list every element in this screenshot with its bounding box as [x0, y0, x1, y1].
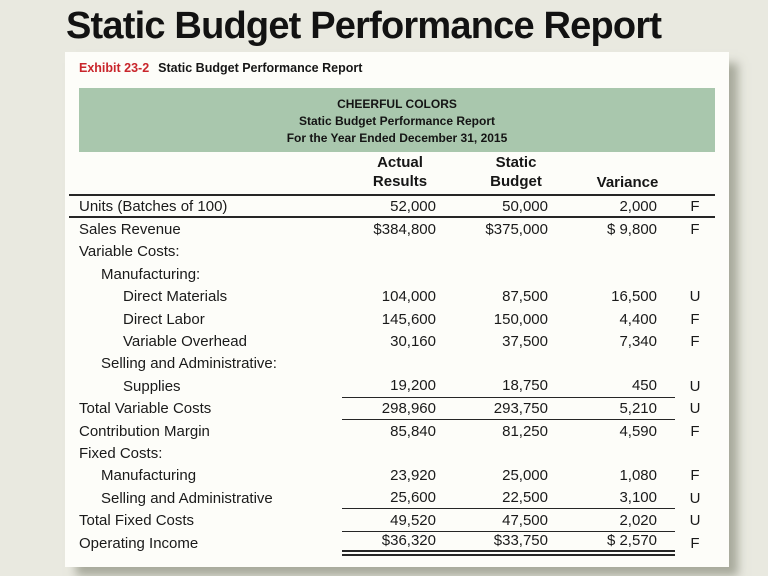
- table-row: [69, 241, 715, 263]
- variance-value: 3,100: [619, 489, 657, 507]
- row-label: Fixed Costs:: [79, 444, 163, 462]
- row-label: Direct Labor: [123, 310, 205, 328]
- variance-value: 16,500: [611, 288, 657, 306]
- favorable-unfavorable-flag: U: [689, 288, 701, 306]
- column-header-variance: Variance: [596, 174, 659, 191]
- variance-value: 450: [631, 377, 657, 395]
- row-values: [342, 531, 675, 556]
- table-row: [69, 398, 715, 420]
- row-label: Direct Materials: [123, 288, 228, 306]
- table-row: [69, 465, 715, 487]
- actual-value: 19,200: [390, 377, 436, 395]
- actual-value: 298,960: [381, 399, 436, 417]
- row-values: [342, 286, 675, 308]
- static-value: 25,000: [502, 467, 548, 485]
- row-label: Selling and Administrative: [101, 489, 273, 507]
- column-header-actual: Actual Results: [372, 154, 428, 190]
- variance-value: 7,340: [619, 333, 657, 351]
- actual-value: 49,520: [390, 511, 436, 529]
- row-label: Total Variable Costs: [79, 400, 212, 418]
- column-header-static: Static Budget: [490, 154, 542, 190]
- favorable-unfavorable-flag: U: [689, 512, 701, 530]
- row-values: [342, 442, 675, 464]
- variance-value: 4,400: [619, 310, 657, 328]
- favorable-unfavorable-flag: F: [690, 534, 700, 552]
- table-row: [69, 218, 715, 240]
- variance-value: 1,080: [619, 467, 657, 485]
- table-row: [69, 420, 715, 442]
- favorable-unfavorable-flag: U: [689, 377, 701, 395]
- row-values: [342, 241, 675, 263]
- static-value: 47,500: [502, 511, 548, 529]
- actual-value: 52,000: [390, 197, 436, 215]
- report-company: CHEERFUL COLORS: [337, 97, 457, 111]
- exhibit-panel: [65, 52, 729, 567]
- table-row: [69, 330, 715, 352]
- favorable-unfavorable-flag: U: [689, 489, 701, 507]
- favorable-unfavorable-flag: F: [690, 467, 700, 485]
- static-value: 150,000: [493, 310, 548, 328]
- row-values: [342, 196, 675, 216]
- static-value: 22,500: [502, 489, 548, 507]
- column-header-row: [69, 152, 715, 196]
- row-values: [342, 420, 675, 442]
- static-value: 50,000: [502, 197, 548, 215]
- table-row: [69, 442, 715, 464]
- variance-value: 4,590: [619, 422, 657, 440]
- row-values: [342, 509, 675, 531]
- table-row: [69, 196, 715, 218]
- slide-title: Static Budget Performance Report: [66, 5, 662, 47]
- favorable-unfavorable-flag: F: [690, 221, 700, 239]
- table-row: [69, 263, 715, 285]
- variance-value: $ 2,570: [606, 531, 657, 549]
- favorable-unfavorable-flag: F: [690, 422, 700, 440]
- row-label: Variable Costs:: [79, 243, 180, 261]
- row-label: Manufacturing:: [101, 265, 201, 283]
- row-values: [342, 330, 675, 352]
- static-value: 37,500: [502, 333, 548, 351]
- table-row: [69, 353, 715, 375]
- favorable-unfavorable-flag: U: [689, 400, 701, 418]
- row-label: Manufacturing: [101, 467, 197, 485]
- actual-value: 85,840: [390, 422, 436, 440]
- actual-value: 25,600: [390, 489, 436, 507]
- row-label: Supplies: [123, 377, 181, 395]
- table-row: [69, 375, 715, 397]
- actual-value: $384,800: [373, 221, 436, 239]
- static-value: $375,000: [485, 221, 548, 239]
- actual-value: $36,320: [381, 531, 436, 549]
- report-period: For the Year Ended December 31, 2015: [286, 131, 508, 145]
- row-label: Total Fixed Costs: [79, 512, 195, 530]
- exhibit-caption: Static Budget Performance Report: [158, 61, 363, 75]
- row-values: [342, 308, 675, 330]
- static-value: 18,750: [502, 377, 548, 395]
- row-values: [342, 375, 675, 397]
- row-label: Units (Batches of 100): [79, 197, 228, 215]
- row-label: Sales Revenue: [79, 221, 181, 239]
- report-header-band: [79, 88, 715, 152]
- row-values: [342, 263, 675, 285]
- row-values: [342, 398, 675, 420]
- row-values: [342, 218, 675, 240]
- actual-value: 145,600: [381, 310, 436, 328]
- variance-value: 5,210: [619, 399, 657, 417]
- table-row: [69, 286, 715, 308]
- row-label: Selling and Administrative:: [101, 355, 277, 373]
- favorable-unfavorable-flag: F: [690, 197, 700, 215]
- static-value: 81,250: [502, 422, 548, 440]
- static-value: 293,750: [493, 399, 548, 417]
- table-body: [69, 196, 715, 554]
- table-row: [69, 487, 715, 509]
- row-values: [342, 487, 675, 509]
- variance-value: 2,000: [619, 197, 657, 215]
- variance-value: $ 9,800: [606, 221, 657, 239]
- table-row: [69, 532, 715, 554]
- row-label: Variable Overhead: [123, 333, 247, 351]
- row-label: Contribution Margin: [79, 422, 210, 440]
- static-value: $33,750: [493, 531, 548, 549]
- exhibit-tag: Exhibit 23-2: [79, 61, 150, 75]
- favorable-unfavorable-flag: F: [690, 310, 700, 328]
- actual-value: 104,000: [381, 288, 436, 306]
- row-label: Operating Income: [79, 534, 199, 552]
- report-title: Static Budget Performance Report: [298, 114, 496, 128]
- row-values: [342, 465, 675, 487]
- actual-value: 23,920: [390, 467, 436, 485]
- static-value: 87,500: [502, 288, 548, 306]
- favorable-unfavorable-flag: F: [690, 333, 700, 351]
- variance-value: 2,020: [619, 511, 657, 529]
- actual-value: 30,160: [390, 333, 436, 351]
- table-row: [69, 308, 715, 330]
- table-row: [69, 509, 715, 531]
- exhibit-heading: [79, 61, 715, 75]
- row-values: [342, 353, 675, 375]
